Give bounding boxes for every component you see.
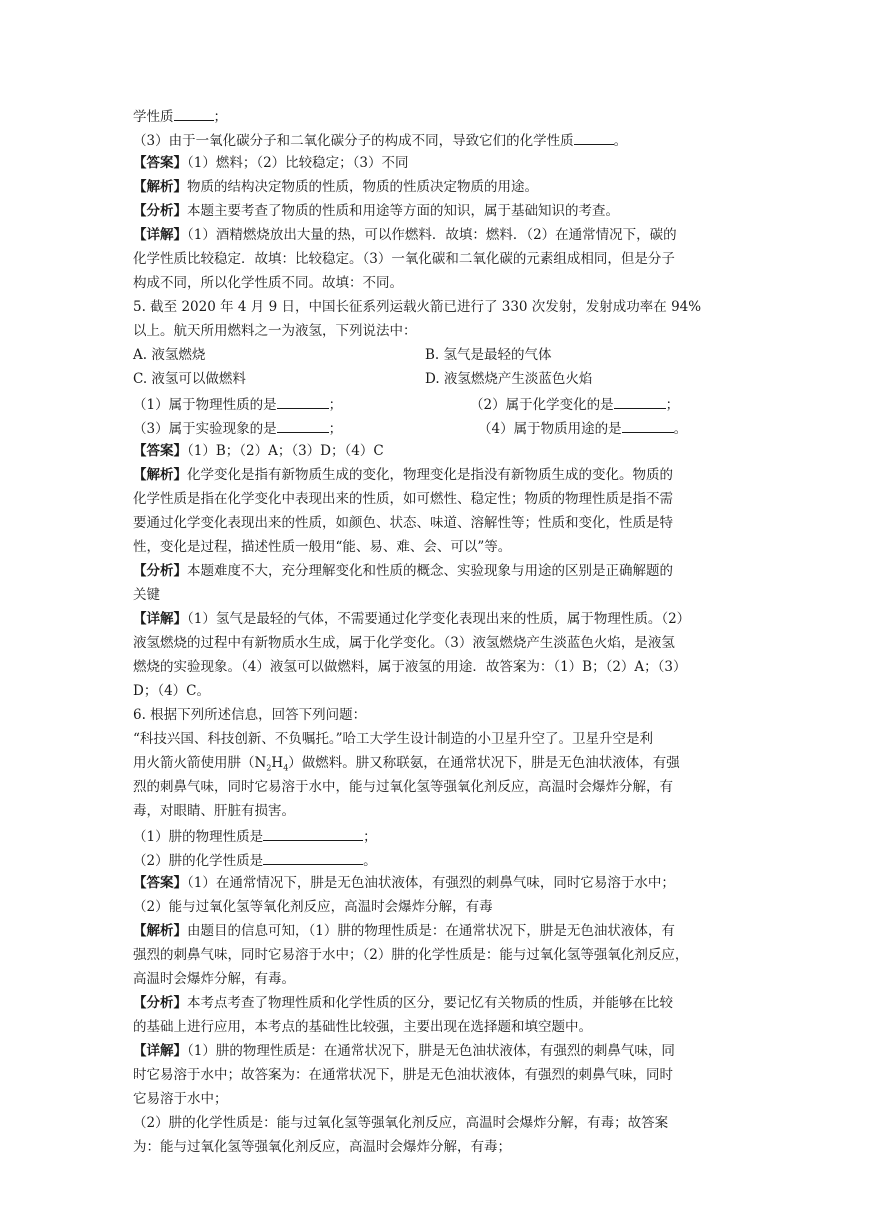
text-line: 学性质 ； — [133, 106, 227, 126]
text-line: 时它易溶于水中；故答案为：在通常状况下，肼是无色油状液体，有强烈的刺鼻气味，同时 — [133, 1067, 673, 1083]
text-line: （2）肼的化学性质是：能与过氧化氢等强氧化剂反应，高温时会爆炸分解，有毒；故答案 — [133, 1115, 669, 1131]
text-line: 的基础上进行应用，本考点的基础性比较强，主要出现在选择题和填空题中。 — [133, 1019, 592, 1035]
question-6: 6. 根据下列所述信息，回答下列问题： — [133, 707, 367, 723]
text-line: 化学性质是指在化学变化中表现出来的性质，如可燃性、稳定性；物质的物理性质是指不需 — [133, 491, 673, 507]
question-5: 5. 截至 2020 年 4 月 9 日，中国长征系列运载火箭已进行了 330 次发射，发射成功率在 94% — [133, 299, 702, 315]
text-line: 用火箭火箭使用肼$(N_2H_4)$做燃料。肼又称联氨，在通常状况下，肼是无色油状液体，有强 — [133, 755, 680, 773]
answer-blank — [622, 418, 674, 433]
answer-line: 【答案】（1）B；（2）A；（3）D；（4）C — [133, 443, 384, 459]
option-b: B. 氢气是最轻的气体 — [425, 347, 552, 363]
answer-blank — [174, 106, 214, 121]
answer-line: 【答案】（1）燃料；（2）比较稳定；（3）不同 — [133, 155, 409, 171]
analysis-line: 【解析】由题目的信息可知，（1）肼的物理性质是：在通常状况下，肼是无色油状液体，有 — [133, 923, 675, 939]
option-c: C. 液氢可以做燃料 — [133, 371, 246, 387]
comment-line: 【分析】本题难度不大，充分理解变化和性质的概念、实验现象与用途的区别是正确解题的 — [133, 563, 673, 579]
text-line: 以上。航天所用燃料之一为液氢，下列说法中： — [133, 323, 417, 339]
detail-line: 【详解】（1）肼的物理性质是：在通常状况下，肼是无色油状液体，有强烈的刺鼻气味，同 — [133, 1043, 675, 1059]
sub-question: （2）属于化学变化的是 ； — [470, 394, 679, 414]
answer-blank — [263, 850, 363, 865]
text-line: 为：能与过氧化氢等强氧化剂反应，高温时会爆炸分解，有毒； — [133, 1139, 511, 1155]
answer-blank — [574, 130, 614, 145]
text-line: 强烈的刺鼻气味，同时它易溶于水中；（2）肼的化学性质是：能与过氧化氢等强氧化剂反应， — [133, 947, 689, 963]
comment-line: 【分析】本考点考查了物理性质和化学性质的区分，要记忆有关物质的性质，并能够在比较 — [133, 995, 673, 1011]
text-line: （3）由于一氧化碳分子和二氧化碳分子的构成不同，导致它们的化学性质 。 — [133, 130, 627, 150]
answer-line: 【答案】（1）在通常情况下，肼是无色油状液体，有强烈的刺鼻气味，同时它易溶于水中； — [133, 875, 675, 891]
option-d: D. 液氢燃烧产生淡蓝色火焰 — [425, 371, 593, 387]
text-line: 性，变化是过程，描述性质一般用“能、易、难、会、可以”等。 — [133, 539, 512, 555]
analysis-line: 【解析】化学变化是指有新物质生成的变化，物理变化是指没有新物质生成的变化。物质的 — [133, 467, 673, 483]
text-line: 关键 — [133, 587, 160, 603]
text-line: 燃烧的实验现象。（4）液氢可以做燃料，属于液氢的用途．故答案为：（1）B；（2）A；（3） — [133, 659, 687, 675]
sub-question: （3）属于实验现象的是 ； — [133, 418, 342, 438]
text-line: 液氢燃烧的过程中有新物质水生成，属于化学变化。（3）液氢燃烧产生淡蓝色火焰，是液氢 — [133, 635, 675, 651]
detail-line: 【详解】（1）氢气是最轻的气体，不需要通过化学变化表现出来的性质，属于物理性质。（2） — [133, 611, 691, 627]
text-line: 化学性质比较稳定．故填：比较稳定。（3）一氧化碳和二氧化碳的元素组成相同，但是分子 — [133, 251, 675, 267]
text-line: 构成不同，所以化学性质不同。故填：不同。 — [133, 275, 403, 291]
answer-blank — [614, 394, 666, 409]
answer-blank — [277, 394, 329, 409]
analysis-line: 【解析】物质的结构决定物质的性质，物质的性质决定物质的用途。 — [133, 179, 538, 195]
text-line: 毒，对眼睛、肝脏有损害。 — [133, 803, 295, 819]
option-a: A. 液氢燃烧 — [133, 347, 206, 363]
text-line: 它易溶于水中； — [133, 1091, 228, 1107]
sub-question: （2）肼的化学性质是 。 — [133, 850, 377, 870]
text-line: （2）能与过氧化氢等氧化剂反应，高温时会爆炸分解，有毒 — [133, 899, 493, 915]
sub-question: （1）肼的物理性质是 ； — [133, 826, 377, 846]
text-line: D；（4）C。 — [133, 683, 210, 699]
text-line: 烈的刺鼻气味，同时它易溶于水中，能与过氧化氢等强氧化剂反应，高温时会爆炸分解，有 — [133, 779, 673, 795]
text-line: “科技兴国、科技创新、不负嘱托。”哈工大学生设计制造的小卫星升空了。卫星升空是利 — [133, 731, 654, 747]
comment-line: 【分析】本题主要考查了物质的性质和用途等方面的知识，属于基础知识的考查。 — [133, 203, 619, 219]
answer-blank — [263, 826, 363, 841]
text-line: 要通过化学变化表现出来的性质，如颜色、状态、味道、溶解性等；性质和变化，性质是特 — [133, 515, 673, 531]
sub-question: （1）属于物理性质的是 ； — [133, 394, 342, 414]
text-line: 高温时会爆炸分解，有毒。 — [133, 971, 295, 987]
answer-blank — [277, 418, 329, 433]
sub-question: （4）属于物质用途的是 。 — [478, 418, 687, 438]
detail-line: 【详解】（1）酒精燃烧放出大量的热，可以作燃料．故填：燃料．（2）在通常情况下，碳的 — [133, 227, 677, 243]
